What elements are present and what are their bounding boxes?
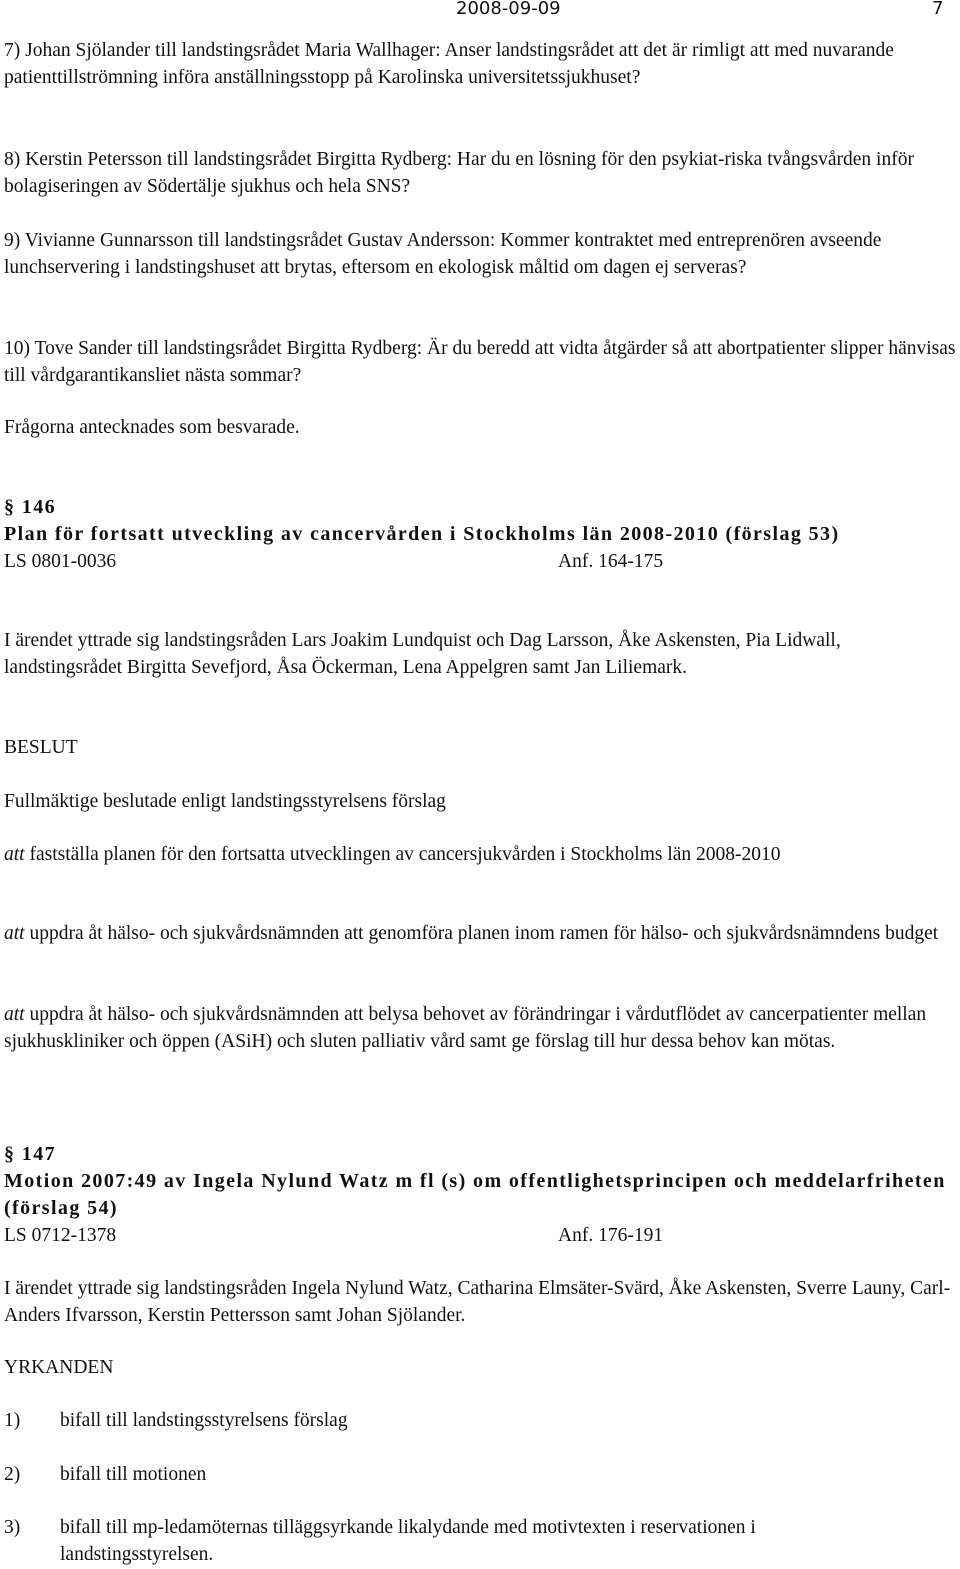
reference-code: LS 0712-1378 — [4, 1225, 117, 1246]
anforande-range: Anf. 164-175 — [558, 551, 664, 572]
question-text: 10) Tove Sander till landstingsrådet Birgitta Rydberg: Är du beredd att vidta åtgärder så att abortpatienter slipper hänvisas till vårdgarantikansliet nästa sommar? — [4, 338, 956, 386]
yrkande-3 — [4, 1514, 956, 1568]
yrkande-text: bifall till motionen — [60, 1464, 207, 1485]
yrkanden-heading — [4, 1354, 956, 1381]
beslut-heading — [4, 734, 956, 761]
section-title: Plan för fortsatt utveckling av cancervården i Stockholms län 2008-2010 (förslag 53) — [4, 523, 840, 545]
question-text: 9) Vivianne Gunnarsson till landstingsrådet Gustav Andersson: Kommer kontraktet med entreprenören avseende lunchservering i landstingshuset att brytas, eftersom en ekologisk måltid om dagen ej serveras? — [4, 230, 882, 278]
section-reference — [4, 1222, 956, 1249]
section-title: Motion 2007:49 av Ingela Nylund Watz m fl (s) om offentlighetsprincipen och meddelarfriheten (förslag 54) — [4, 1170, 946, 1219]
decision-1 — [4, 841, 956, 868]
beslut-heading-text: BESLUT — [4, 737, 78, 758]
section-number: § 146 — [4, 496, 56, 518]
yrkande-number: 3) — [4, 1517, 21, 1538]
decision-2 — [4, 920, 956, 947]
decision-text: uppdra åt hälso- och sjukvårdsnämnden att belysa behovet av förändringar i vårdutflödet av cancerpatienter mellan sjukhuskliniker och öppen (ASiH) och sluten palliativ vård samt ge förslag till hur dessa behov kan mötas. — [4, 1004, 927, 1052]
yrkande-2 — [4, 1461, 956, 1488]
decision-text: uppdra åt hälso- och sjukvårdsnämnden att genomföra planen inom ramen för hälso- och sjukvårdsnämndens budget — [29, 923, 939, 944]
question-text: 8) Kerstin Petersson till landstingsrådet Birgitta Rydberg: Har du en lösning för den psykiat-riska tvångsvården inför bolagiseringen av Södertälje sjukhus och hela SNS? — [4, 149, 914, 197]
att-marker: att — [4, 923, 25, 944]
reference-code: LS 0801-0036 — [4, 551, 117, 572]
question-text: 7) Johan Sjölander till landstingsrådet Maria Wallhager: Anser landstingsrådet att det är rimligt att med nuvarande patienttillströmning införa anställningsstopp på Karolinska universitetssjukhuset? — [4, 40, 894, 88]
yrkande-1 — [4, 1407, 956, 1434]
section-147-speakers — [4, 1275, 956, 1329]
question-10 — [4, 335, 956, 389]
section-147-heading — [4, 1141, 956, 1249]
question-7 — [4, 37, 956, 91]
att-marker: att — [4, 844, 25, 865]
header-date: 2008-09-09 — [456, 0, 561, 19]
beslut-intro-text: Fullmäktige beslutade enligt landstingsstyrelsens förslag — [4, 791, 446, 812]
yrkande-text: bifall till mp-ledamöternas tilläggsyrkande likalydande med motivtexten i reservationen i landstingsstyrelsen. — [60, 1517, 756, 1565]
decision-text: fastställa planen för den fortsatta utvecklingen av cancersjukvården i Stockholms län 2008-2010 — [29, 844, 781, 865]
yrkande-number: 2) — [4, 1464, 21, 1485]
att-marker: att — [4, 1004, 25, 1025]
yrkanden-heading-text: YRKANDEN — [4, 1357, 114, 1378]
question-8 — [4, 146, 956, 200]
speakers-text: I ärendet yttrade sig landstingsråden Lars Joakim Lundquist och Dag Larsson, Åke Askensten, Pia Lidwall, landstingsrådet Birgitta Sevefjord, Åsa Öckerman, Lena Appelgren samt Jan Liliemark. — [4, 630, 841, 678]
page-number: 7 — [932, 0, 944, 19]
decision-3 — [4, 1001, 956, 1055]
anforande-range: Anf. 176-191 — [558, 1225, 664, 1246]
yrkande-text: bifall till landstingsstyrelsens förslag — [60, 1410, 348, 1431]
speakers-text: I ärendet yttrade sig landstingsråden Ingela Nylund Watz, Catharina Elmsäter-Svärd, Åke Askensten, Sverre Launy, Carl-Anders Ifvarsson, Kerstin Pettersson samt Johan Sjölander. — [4, 1278, 951, 1326]
section-146-heading — [4, 494, 956, 575]
section-reference — [4, 548, 956, 575]
questions-footer-text: Frågorna antecknades som besvarade. — [4, 417, 300, 438]
section-146-speakers — [4, 627, 956, 681]
section-number: § 147 — [4, 1143, 56, 1165]
beslut-intro — [4, 788, 956, 815]
question-9 — [4, 227, 956, 281]
questions-footer — [4, 414, 956, 441]
yrkande-number: 1) — [4, 1410, 21, 1431]
